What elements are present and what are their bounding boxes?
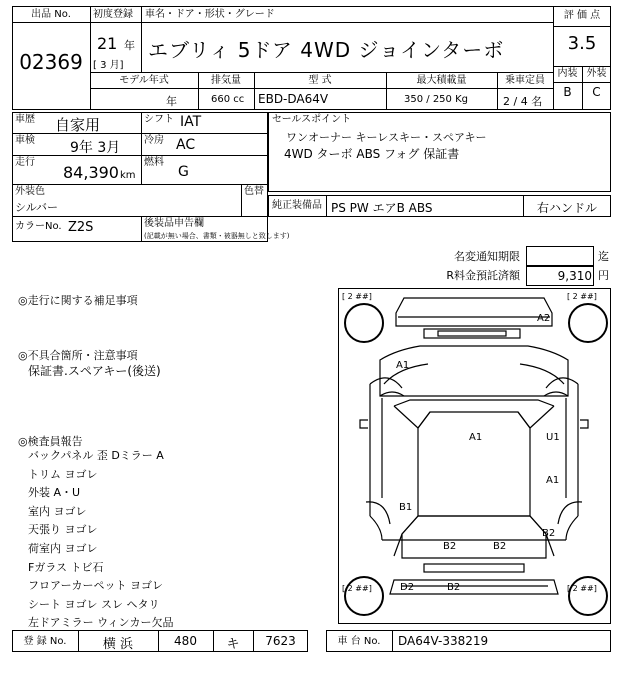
exterior-grade: C (592, 85, 601, 99)
registration-place: 横 浜 (102, 637, 134, 652)
mileage-label: 走行 (15, 157, 35, 168)
list-item: フロアーカーペット ヨゴレ (28, 579, 163, 593)
list-item: バックパネル 歪 Dミラー A (28, 449, 164, 462)
chassis-number: DA64V-338219 (398, 634, 489, 648)
name-change-unit: 迄 (598, 250, 609, 263)
mark-a1-right: A1 (546, 475, 560, 486)
front-body (380, 346, 568, 396)
inspection: 9年 3月 (70, 140, 121, 156)
mark-u1-right: U1 (546, 432, 560, 443)
history: 自家用 (55, 116, 101, 134)
sales-point-line2: 4WD ターボ ABS フォグ 保証書 (284, 147, 460, 161)
mileage-unit: km (120, 170, 136, 181)
history-label: 車歴 (15, 114, 35, 125)
shift-label: シフト (144, 114, 174, 125)
shift: IAT (180, 114, 202, 130)
sales-point-label: セールスポイント (272, 114, 352, 125)
lot-number-label: 出品 No. (31, 9, 71, 20)
first-registration-year: 21 (97, 34, 118, 53)
aftermarket-label: 後装品申告欄 (144, 218, 204, 229)
vehicle-diagram (338, 288, 611, 624)
name-change-label: 名変通知期限 (454, 250, 520, 263)
list-item: 外装 A・U (28, 486, 81, 500)
genuine-equipment-label: 純正装備品 (272, 200, 322, 211)
first-registration-label: 初度登録 (93, 9, 133, 20)
tire-count-front-right: [ 2 ##] (567, 292, 597, 301)
defects-label: ◎不具合箇所・注意事項 (18, 349, 138, 362)
recycle-value: 9,310 (557, 269, 592, 283)
spare-tire-right-bottom (569, 577, 607, 615)
fuel: G (178, 164, 189, 180)
first-registration-month: [ 3 月] (93, 60, 124, 71)
max-load-label: 最大積載量 (416, 75, 467, 86)
exterior-label: 外装 (586, 68, 607, 79)
model-description-label: 車名・ドア・形状・グレード (145, 9, 275, 20)
tire-count-rear-left: [ 2 ##] (342, 584, 372, 593)
list-item: 天張り ヨゴレ (28, 523, 98, 537)
defects: 保証書.スペアキー(後送) (28, 364, 161, 378)
mark-a1-roof: A1 (469, 432, 483, 443)
inspector-report-label: ◎検査員報告 (18, 435, 83, 448)
mileage: 84,390 (63, 163, 119, 182)
max-load: 350 / 250 Kg (404, 94, 468, 105)
rear-bumper (390, 580, 558, 594)
front-bumper (396, 298, 552, 326)
sales-point-line1: ワンオーナー キーレスキー・スペアキー (286, 131, 487, 144)
interior-label: 内装 (557, 68, 578, 79)
displacement: 660 cc (211, 94, 245, 105)
spare-tire-left-bottom (345, 577, 383, 615)
ac: AC (176, 137, 196, 153)
lot-number: 02369 (19, 50, 83, 74)
ac-label: 冷房 (144, 135, 164, 146)
fuel-label: 燃料 (144, 157, 164, 168)
registration-number: 7623 (265, 634, 296, 648)
mark-b1-left: B1 (399, 502, 413, 513)
mark-b2-rear-bumper: B2 (447, 582, 461, 593)
list-item: 左ドアミラー ウィンカー欠品 (28, 616, 174, 630)
car-name: エブリィ 5ドア 4WD ジョインターボ (148, 38, 505, 62)
repaint-label: 色替 (244, 186, 264, 197)
driving-notes-label: ◎走行に関する補足事項 (18, 294, 138, 307)
mark-a1-front-left: A1 (396, 360, 410, 371)
inspector-report-list (28, 447, 174, 633)
color-number: Z2S (68, 220, 94, 235)
list-item: 荷室内 ヨゴレ (28, 541, 98, 555)
displacement-label: 排気量 (211, 75, 241, 86)
color: シルバー (15, 201, 58, 214)
recycle-label: R料金預託済額 (446, 269, 520, 282)
score-label: 評 価 点 (563, 10, 601, 21)
name-change-field (526, 246, 594, 266)
recycle-unit: 円 (598, 269, 609, 282)
inspection-label: 車検 (15, 135, 35, 146)
registration-label: 登 録 No. (23, 636, 67, 647)
spare-tire-left (345, 304, 383, 342)
mark-d2-rear-bumper: D2 (400, 582, 415, 593)
mark-b2-rear-left: B2 (443, 541, 457, 552)
aftermarket-note: (記載が無い場合、書類・被器無しと致します) (144, 232, 290, 240)
tire-count-front-left: [ 2 ##] (342, 292, 372, 301)
steering: 右ハンドル (536, 201, 597, 215)
color-number-label: カラーNo. (15, 221, 62, 232)
genuine-equipment: PS PW エアB ABS (331, 201, 433, 215)
model-year-label: モデル年式 (119, 75, 169, 86)
type-label: 型 式 (308, 75, 332, 86)
capacity-label: 乗車定員 (505, 75, 545, 86)
score: 3.5 (567, 33, 597, 54)
spare-tire-right (569, 304, 607, 342)
type: EBD-DA64V (258, 92, 329, 106)
mark-b2-rear-right: B2 (493, 541, 507, 552)
rear-body (402, 516, 546, 558)
model-year-value: 年 (166, 95, 177, 108)
chassis-label: 車 台 No. (337, 636, 381, 647)
tire-count-rear-right: [ 2 ##] (567, 584, 597, 593)
year-unit: 年 (124, 39, 135, 52)
list-item: シート ヨゴレ スレ ヘタリ (28, 597, 160, 611)
registration-kana: キ (226, 637, 240, 652)
list-item: Fガラス トビ石 (28, 560, 104, 574)
registration-class: 480 (174, 634, 197, 648)
capacity: 2 / 4 名 (503, 95, 543, 108)
list-item: トリム ヨゴレ (28, 467, 98, 481)
interior-grade: B (563, 85, 572, 99)
list-item: 室内 ヨゴレ (28, 504, 87, 518)
roof (418, 412, 530, 516)
color-label: 外装色 (15, 186, 45, 197)
mark-b2-right: B2 (542, 528, 556, 539)
mark-a2-front-bumper: A2 (537, 313, 551, 324)
